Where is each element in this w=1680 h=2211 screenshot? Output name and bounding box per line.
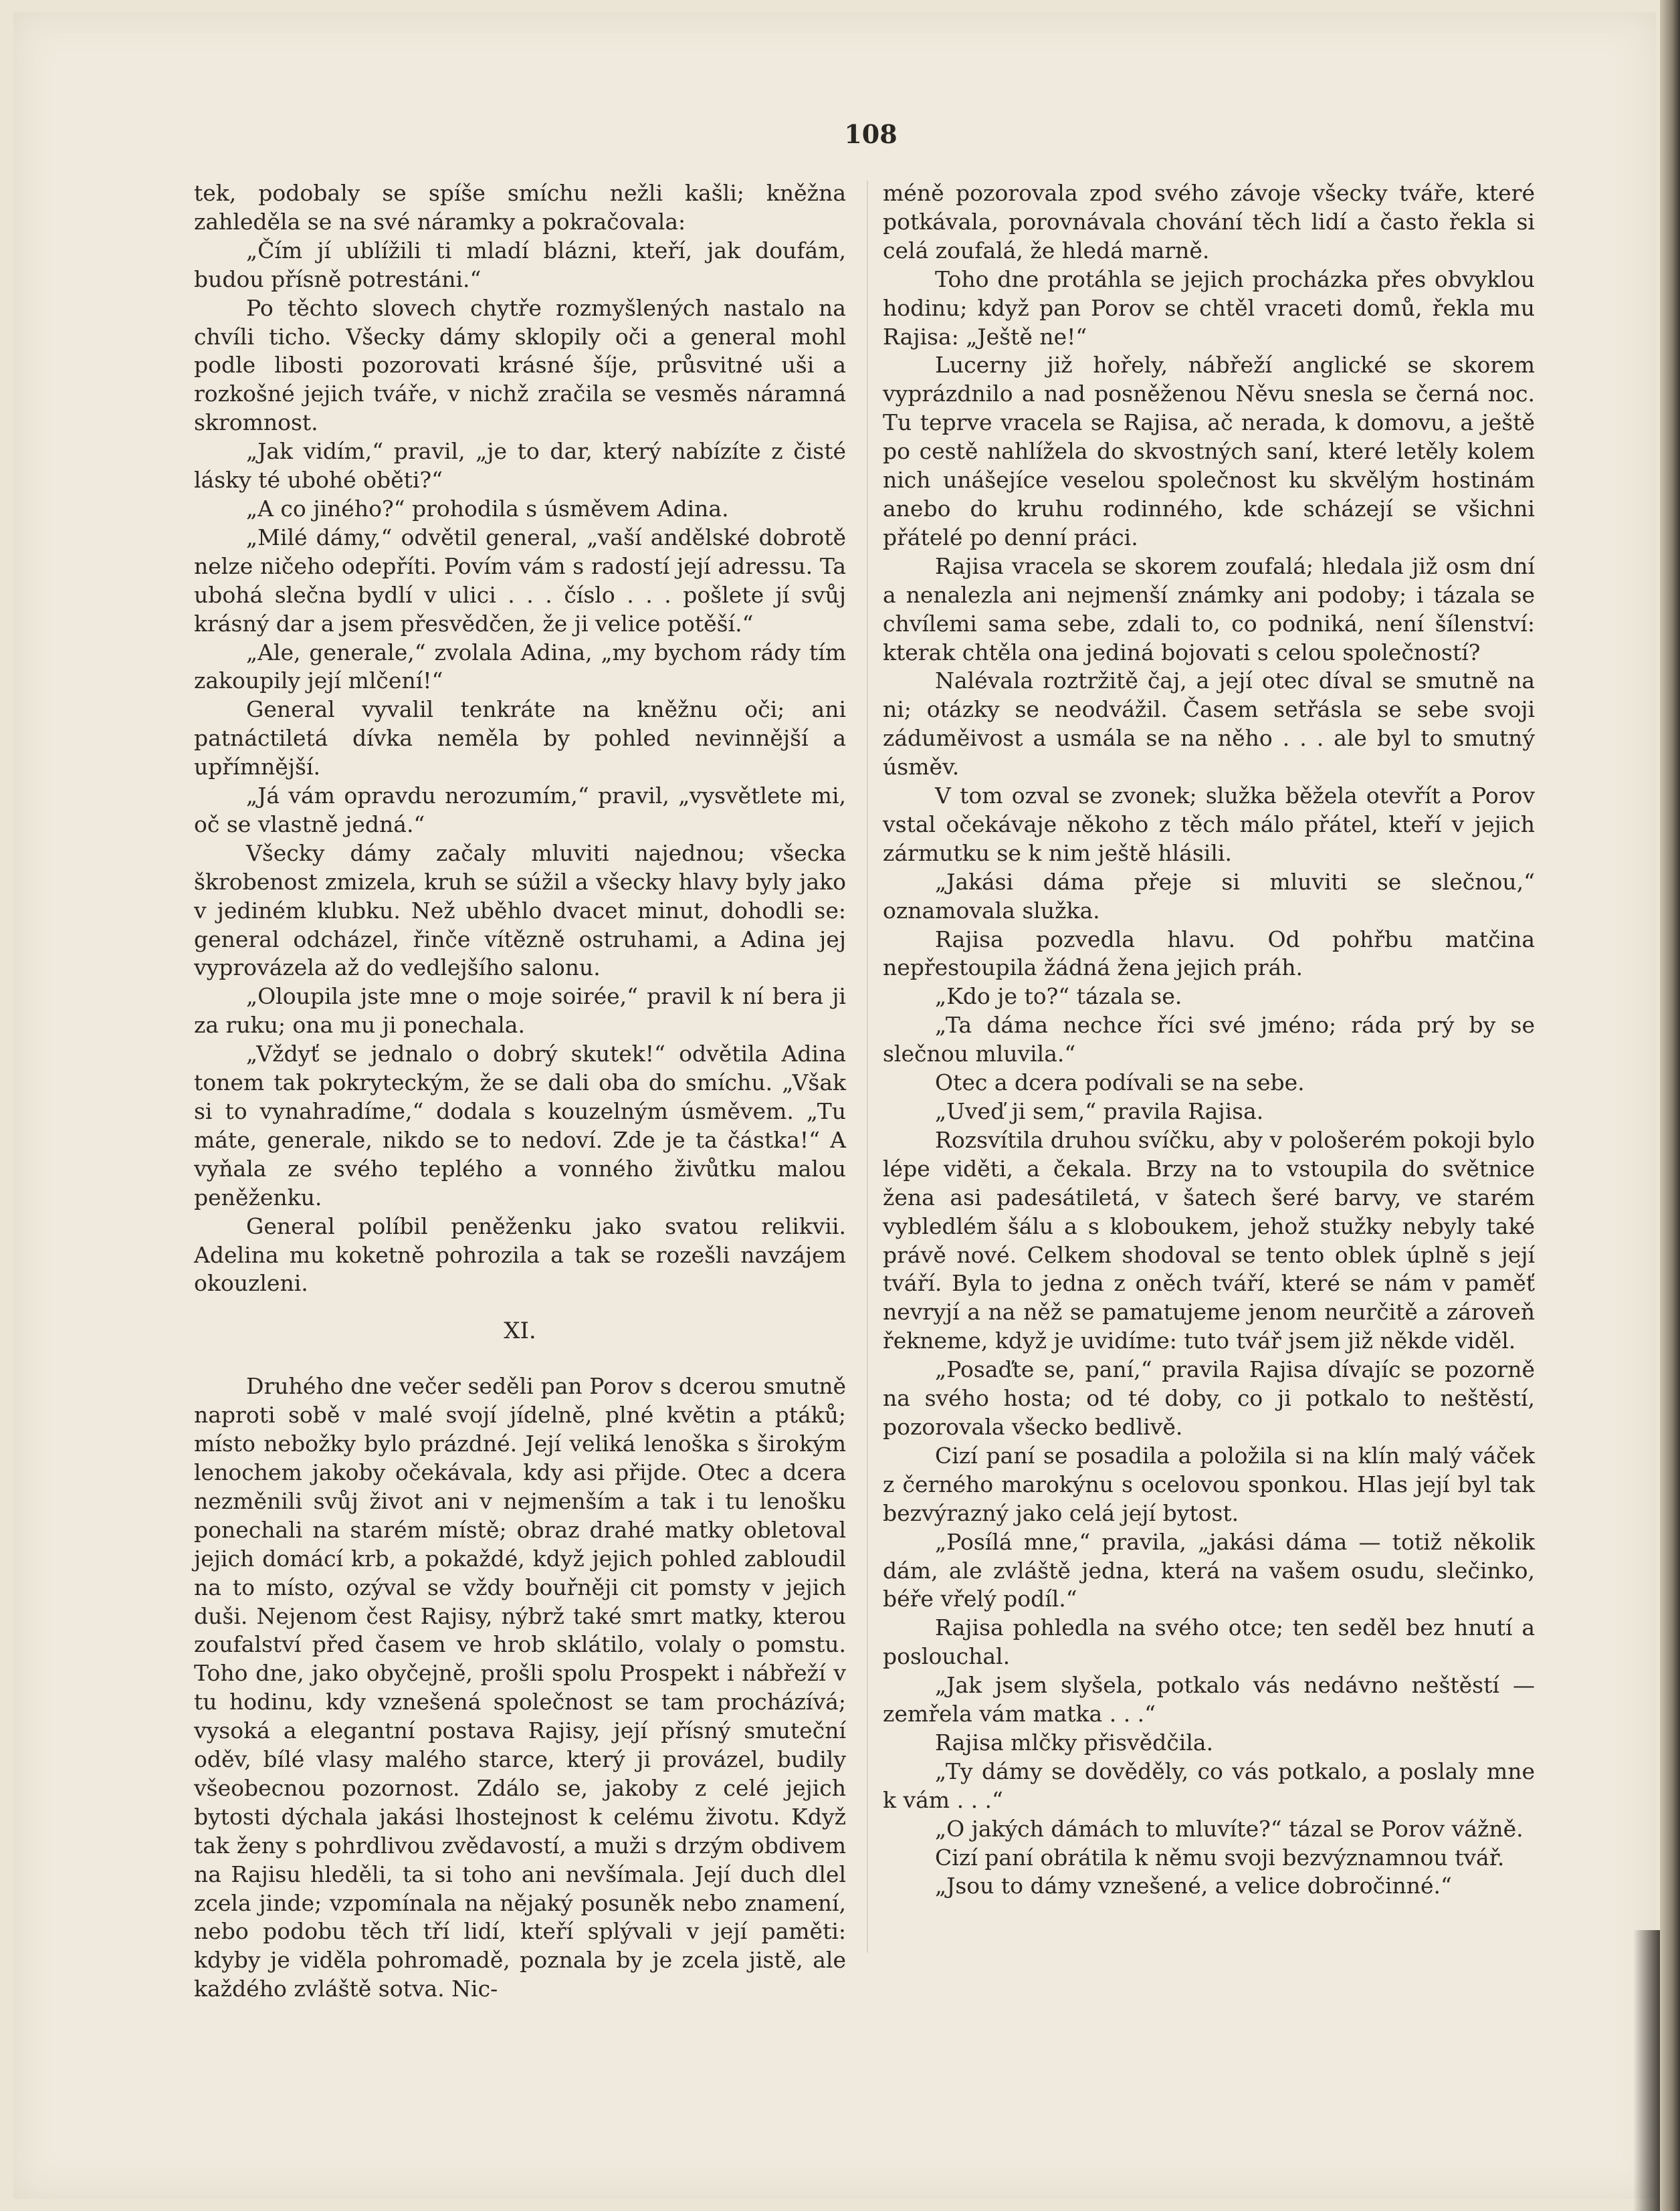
left-paragraphs-after	[194, 1372, 846, 2004]
paragraph: „Kdo je to?“ tázala se.	[935, 983, 1182, 1010]
paragraph: „Oloupila jste mne o moje soirée,“ pravil k ní bera ji za ruku; ona mu ji ponechala.	[194, 983, 846, 1039]
paragraph: Otec a dcera podívali se na sebe.	[935, 1069, 1305, 1096]
paragraph: „Uveď ji sem,“ pravila Rajisa.	[935, 1098, 1264, 1124]
paragraph: General políbil peněženku jako svatou relikvii. Adelina mu koketně pohrozila a tak se rozešli navzájem okouzleni.	[194, 1213, 846, 1297]
paragraph: Nalévala roztržitě čaj, a její otec díval se smutně na ni; otázky se neodvážil. Časem setřásla se sebe svoji záduměivost a usmála se na něho . . . ale byl to smutný úsměv.	[883, 667, 1535, 780]
paragraph: Rozsvítila druhou svíčku, aby v pološerém pokoji bylo lépe viděti, a čekala. Brzy na to vstoupila do světnice žena asi padesátiletá, v šatech šeré barvy, ve starém vybledlém šálu a s kloboukem, jehož stužky nebyly také právě nové. Celkem shodoval se tento oblek úplně s její tváří. Byla to jedna z oněch tváří, které se nám v paměť nevryjí a na něž se pamatujeme jenom neurčitě a zároveň řekneme, když je uvidíme: tuto tvář jsem již někde viděl.	[883, 1126, 1535, 1354]
paragraph: „Milé dámy,“ odvětil general, „vaší andělské dobrotě nelze ničeho odepříti. Povím vám s radostí její adressu. Ta ubohá slečna bydlí v ulici . . . číslo . . . pošlete jí svůj krásný dar a jsem přesvědčen, že ji velice potěší.“	[194, 524, 846, 637]
right-paragraphs	[883, 179, 1535, 1901]
paragraph: méně pozorovala zpod svého závoje všecky tváře, které potkávala, porovnávala chování těch lidí a často řekla si celá zoufalá, že hledá marně.	[883, 180, 1535, 264]
paragraph: Rajisa pohledla na svého otce; ten seděl bez hnutí a poslouchal.	[883, 1614, 1535, 1670]
paragraph: Toho dne protáhla se jejich procházka přes obvyklou hodinu; když pan Porov se chtěl vraceti domů, řekla mu Rajisa: „Ještě ne!“	[883, 266, 1535, 350]
left-column	[194, 179, 846, 2004]
paragraph: „Já vám opravdu nerozumím,“ pravil, „vysvětlete mi, oč se vlastně jedná.“	[194, 782, 846, 837]
paragraph: „Posaďte se, paní,“ pravila Rajisa dívajíc se pozorně na svého hosta; od té doby, co ji potkalo to neštěstí, pozorovala všecko bedlivě.	[883, 1356, 1535, 1440]
paragraph: „A co jiného?“ prohodila s úsměvem Adina.	[246, 495, 729, 522]
paragraph: Rajisa pozvedla hlavu. Od pohřbu matčina nepřestoupila žádná žena jejich práh.	[883, 926, 1535, 981]
paragraph: V tom ozval se zvonek; služka běžela otevřít a Porov vstal očekávaje někoho z těch málo přátel, kteří v jejich zármutku se k nim ještě hlásili.	[883, 782, 1535, 866]
book-spine	[1660, 0, 1680, 2211]
paragraph: Všecky dámy začaly mluviti najednou; všecka škrobenost zmizela, kruh se súžil a všecky hlavy byly jako v jediném klubku. Než uběhlo dvacet minut, dohodli se: general odcházel, řinče vítězně ostruhami, a Adina jej vyprovázela až do vedlejšího salonu.	[194, 839, 846, 981]
paragraph: „Vždyť se jednalo o dobrý skutek!“ odvětila Adina tonem tak pokryteckým, že se dali oba do smíchu. „Však si to vynahradíme,“ dodala s kouzelným úsměvem. „Tu máte, generale, nikdo se to nedoví. Zde je ta částka!“ A vyňala ze svého teplého a vonného živůtku malou peněženku.	[194, 1041, 846, 1210]
paragraph: „Jakási dáma přeje si mluviti se slečnou,“ oznamovala služka.	[883, 868, 1535, 924]
paragraph: Lucerny již hořely, nábřeží anglické se skorem vyprázdnilo a nad posněženou Něvu snesla se černá noc. Tu teprve vracela se Rajisa, ač nerada, k domovu, a ještě po cestě nahlížela do skvostných saní, které letěly kolem nich unášejíce veselou společnost ku skvělým hostinám anebo do kruhu rodinného, kde scházejí se všichni přátelé po denní práci.	[883, 352, 1535, 550]
paragraph: General vyvalil tenkráte na kněžnu oči; ani patnáctiletá dívka neměla by pohled nevinnější a upřímnější.	[194, 696, 846, 780]
page-number: 108	[844, 119, 898, 149]
paragraph: Cizí paní obrátila k němu svoji bezvýznamnou tvář.	[935, 1844, 1505, 1871]
right-column	[883, 179, 1535, 1901]
chapter-heading: XI.	[504, 1318, 536, 1345]
paragraph: „O jakých dámách to mluvíte?“ tázal se Porov vážně.	[935, 1815, 1524, 1842]
paragraph: „Ale, generale,“ zvolala Adina, „my bychom rády tím zakoupily její mlčení!“	[194, 639, 846, 694]
paragraph: Rajisa mlčky přisvědčila.	[935, 1729, 1214, 1756]
page-edge-shadow	[1633, 1930, 1660, 2211]
paragraph: „Jak jsem slyšela, potkalo vás nedávno neštěstí — zemřela vám matka . . .“	[883, 1672, 1535, 1727]
left-paragraphs-before	[194, 179, 846, 1298]
column-divider	[867, 181, 868, 1953]
paragraph: Druhého dne večer seděli pan Porov s dcerou smutně naproti sobě v malé svojí jídelně, plné květin a ptáků; místo nebožky bylo prázdné. Její veliká lenoška s širokým lenochem jakoby očekávala, kdy asi přijde. Otec a dcera nezměnili svůj život ani v nejmenším a tak i tu lenošku ponechali na starém místě; obraz drahé matky obletoval jejich domácí krb, a pokaždé, když jejich pohled zabloudil na to místo, ozýval se vždy bouřněji cit pomsty v jejich duši. Nejenom čest Rajisy, nýbrž také smrt matky, kterou zoufalství před časem ve hrob sklátilo, volaly o pomstu. Toho dne, jako obyčejně, prošli spolu Prospekt i nábřeží v tu hodinu, kdy vznešená společnost se tam procházívá; vysoká a elegantní postava Rajisy, její přísný smuteční oděv, bílé vlasy malého starce, který ji provázel, budily všeobecnou pozornost. Zdálo se, jakoby z celé jejich bytosti dýchala jakási lhostejnost k celému životu. Když tak ženy s pohrdlivou zvědavostí, a muži s drzým obdivem na Rajisu hleděli, ta si toho ani nevšímala. Její duch dlel zcela jinde; vzpomínala na nějaký posuněk nebo znamení, nebo podobu těch tří lidí, kteří splývali v její paměti: kdyby je viděla pohromadě, poznala by je zcela jistě, ale každého zvláště sotva. Nic-	[194, 1373, 846, 2002]
paragraph: „Čím jí ublížili ti mladí blázni, kteří, jak doufám, budou přísně potrestáni.“	[194, 237, 846, 292]
paragraph: Po těchto slovech chytře rozmyšlených nastalo na chvíli ticho. Všecky dámy sklopily oči a general mohl podle libosti pozorovati krásné šíje, průsvitné uši a rozkošné jejich tváře, v nichž zračila se vesměs náramná skromnost.	[194, 294, 846, 436]
paragraph: Cizí paní se posadila a položila si na klín malý váček z černého marokýnu s ocelovou sponkou. Hlas její byl tak bezvýrazný jako celá její bytost.	[883, 1442, 1535, 1526]
paragraph: „Ty dámy se dověděly, co vás potkalo, a poslaly mne k vám . . .“	[883, 1758, 1535, 1813]
paragraph: „Posílá mne,“ pravila, „jakási dáma — totiž několik dám, ale zvláště jedna, která na vašem osudu, slečinko, béře vřelý podíl.“	[883, 1528, 1535, 1612]
paragraph: „Ta dáma nechce říci své jméno; ráda prý by se slečnou mluvila.“	[883, 1012, 1535, 1067]
paragraph: „Jsou to dámy vznešené, a velice dobročinné.“	[935, 1873, 1452, 1899]
paragraph: tek, podobaly se spíše smíchu nežli kašli; kněžna zahleděla se na své náramky a pokračovala:	[194, 180, 846, 235]
paragraph: „Jak vidím,“ pravil, „je to dar, který nabízíte z čisté lásky té ubohé oběti?“	[194, 438, 846, 494]
paragraph: Rajisa vracela se skorem zoufalá; hledala již osm dní a nenalezla ani nejmenší známky ani podoby; i tázala se chvílemi sama sebe, zdali to, co podniká, není šílenství: kterak chtěla ona jediná bojovati s celou společností?	[883, 552, 1535, 665]
